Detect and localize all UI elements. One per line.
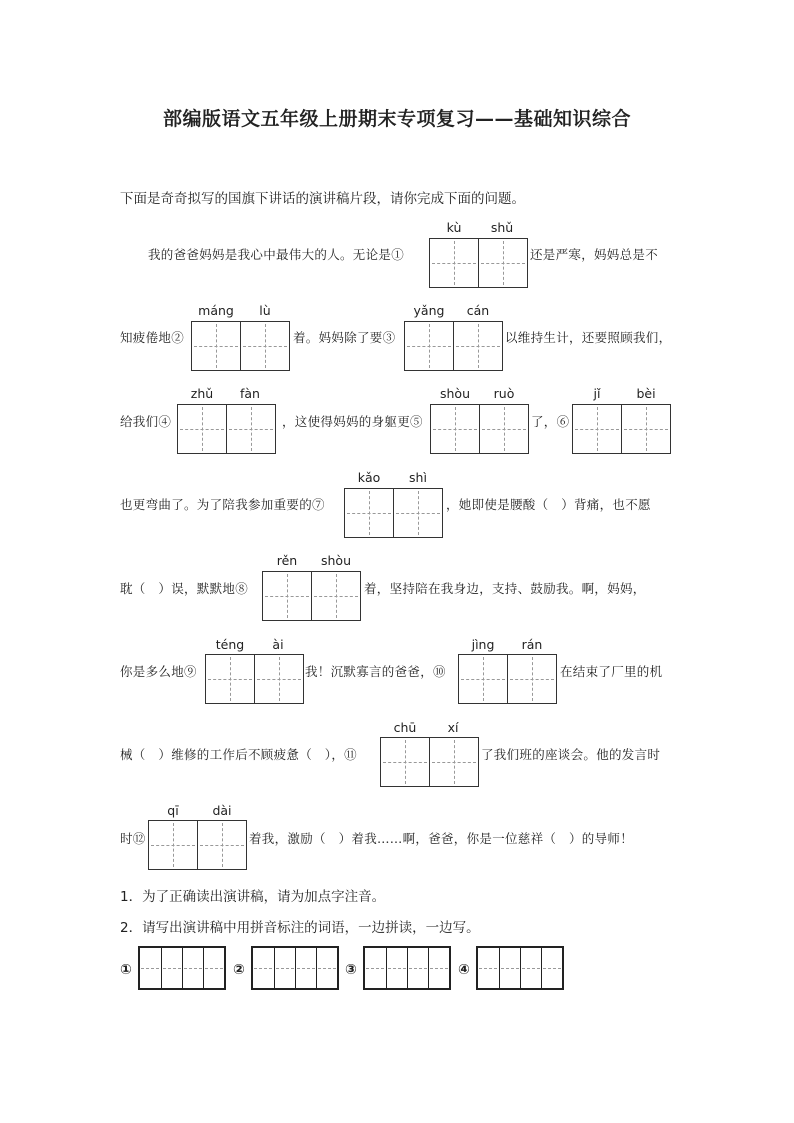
- writing-grid-2[interactable]: [191, 321, 290, 371]
- answer-box[interactable]: [363, 946, 451, 990]
- pinyin-label: máng: [198, 303, 234, 318]
- page-title: 部编版语文五年级上册期末专项复习——基础知识综合: [162, 108, 631, 130]
- answer-number: ②: [233, 962, 245, 978]
- passage-text: 你是多么地⑨: [120, 664, 197, 679]
- writing-cell[interactable]: [240, 322, 289, 370]
- writing-cell[interactable]: [381, 738, 429, 786]
- answer-box[interactable]: [476, 946, 564, 990]
- writing-grid-5[interactable]: [430, 404, 529, 454]
- writing-cell[interactable]: [430, 239, 478, 287]
- pinyin-label: shòu: [320, 553, 351, 568]
- writing-cell[interactable]: [507, 655, 556, 703]
- pinyin-label: kǎo: [357, 470, 381, 485]
- pinyin-label: ruò: [493, 386, 515, 401]
- writing-cell[interactable]: [478, 239, 527, 287]
- passage-text: ，她即使是腰酸（ ）背痛，也不愿: [446, 497, 651, 512]
- pinyin-label: zhǔ: [190, 386, 214, 401]
- passage-text: 还是严寒，妈妈总是不: [530, 247, 659, 262]
- answer-box[interactable]: [138, 946, 226, 990]
- writing-cell[interactable]: [178, 405, 226, 453]
- pinyin-label: ài: [272, 637, 284, 652]
- writing-cell[interactable]: [453, 322, 502, 370]
- writing-cell[interactable]: [263, 572, 311, 620]
- question-1: 1．为了正确读出演讲稿，请为加点字注音。: [120, 889, 386, 905]
- pinyin-label: rán: [521, 637, 543, 652]
- passage-text: 在结束了厂里的机: [560, 664, 663, 679]
- writing-grid-7[interactable]: [344, 488, 443, 538]
- answer-number: ①: [120, 962, 132, 978]
- passage-text: 给我们④: [120, 414, 172, 429]
- writing-cell[interactable]: [149, 821, 197, 869]
- passage-text: 械（ ）维修的工作后不顾疲惫（ ），⑪: [120, 747, 357, 762]
- writing-cell[interactable]: [197, 821, 246, 869]
- writing-cell[interactable]: [573, 405, 621, 453]
- passage-text: 着，坚持陪在我身边，支持、鼓励我。啊，妈妈，: [364, 581, 646, 596]
- pinyin-label: shǔ: [490, 220, 514, 235]
- pinyin-label: xí: [447, 720, 459, 735]
- passage-text: 以维持生计，还要照顾我们，: [505, 330, 672, 345]
- question-2: 2．请写出演讲稿中用拼音标注的词语，一边拼读，一边写。: [120, 920, 480, 936]
- answer-number: ④: [458, 962, 470, 978]
- writing-grid-4[interactable]: [177, 404, 276, 454]
- writing-grid-6[interactable]: [572, 404, 671, 454]
- passage-text: 也更弯曲了。为了陪我参加重要的⑦: [120, 497, 325, 512]
- pinyin-label: qī: [167, 803, 179, 818]
- writing-grid-8[interactable]: [262, 571, 361, 621]
- pinyin-label: rěn: [276, 553, 298, 568]
- writing-grid-11[interactable]: [380, 737, 479, 787]
- passage-text: 时⑫: [120, 831, 146, 846]
- passage-text: 我！沉默寡言的爸爸，⑩: [305, 664, 446, 679]
- passage-text: ，这使得妈妈的身躯更⑤: [282, 414, 423, 429]
- passage-text: 了，⑥: [531, 414, 570, 429]
- writing-cell[interactable]: [393, 489, 442, 537]
- intro-text: 下面是奇奇拟写的国旗下讲话的演讲稿片段，请你完成下面的问题。: [120, 191, 525, 207]
- pinyin-label: jìng: [471, 637, 495, 652]
- writing-cell[interactable]: [192, 322, 240, 370]
- passage-text: 知疲倦地②: [120, 330, 185, 345]
- pinyin-label: shì: [409, 470, 427, 485]
- passage-text: 了我们班的座谈会。他的发言时: [481, 747, 661, 762]
- answer-box[interactable]: [251, 946, 339, 990]
- pinyin-label: lù: [259, 303, 271, 318]
- pinyin-label: téng: [215, 637, 245, 652]
- writing-cell[interactable]: [226, 405, 275, 453]
- writing-cell[interactable]: [254, 655, 303, 703]
- passage-text: 我的爸爸妈妈是我心中最伟大的人。无论是①: [148, 247, 405, 262]
- passage-text: 着。妈妈除了要③: [293, 330, 396, 345]
- writing-grid-9[interactable]: [205, 654, 304, 704]
- writing-grid-10[interactable]: [458, 654, 557, 704]
- writing-cell[interactable]: [405, 322, 453, 370]
- writing-cell[interactable]: [431, 405, 479, 453]
- pinyin-label: fàn: [240, 386, 260, 401]
- passage-text: 着我，激励（ ）着我……啊，爸爸，你是一位慈祥（ ）的导师！: [249, 831, 634, 846]
- writing-cell[interactable]: [479, 405, 528, 453]
- writing-cell[interactable]: [429, 738, 478, 786]
- pinyin-label: cán: [466, 303, 490, 318]
- writing-cell[interactable]: [206, 655, 254, 703]
- pinyin-label: shòu: [439, 386, 470, 401]
- pinyin-label: dài: [212, 803, 232, 818]
- pinyin-label: kù: [446, 220, 462, 235]
- pinyin-label: yǎng: [413, 303, 445, 318]
- pinyin-label: jǐ: [593, 386, 601, 401]
- writing-cell[interactable]: [311, 572, 360, 620]
- pinyin-label: chū: [393, 720, 417, 735]
- pinyin-label: bèi: [636, 386, 656, 401]
- writing-grid-12[interactable]: [148, 820, 247, 870]
- writing-grid-1[interactable]: [429, 238, 528, 288]
- writing-cell[interactable]: [345, 489, 393, 537]
- passage-text: 耽（ ）误，默默地⑧: [120, 581, 249, 596]
- answer-number: ③: [345, 962, 357, 978]
- writing-cell[interactable]: [621, 405, 670, 453]
- writing-grid-3[interactable]: [404, 321, 503, 371]
- writing-cell[interactable]: [459, 655, 507, 703]
